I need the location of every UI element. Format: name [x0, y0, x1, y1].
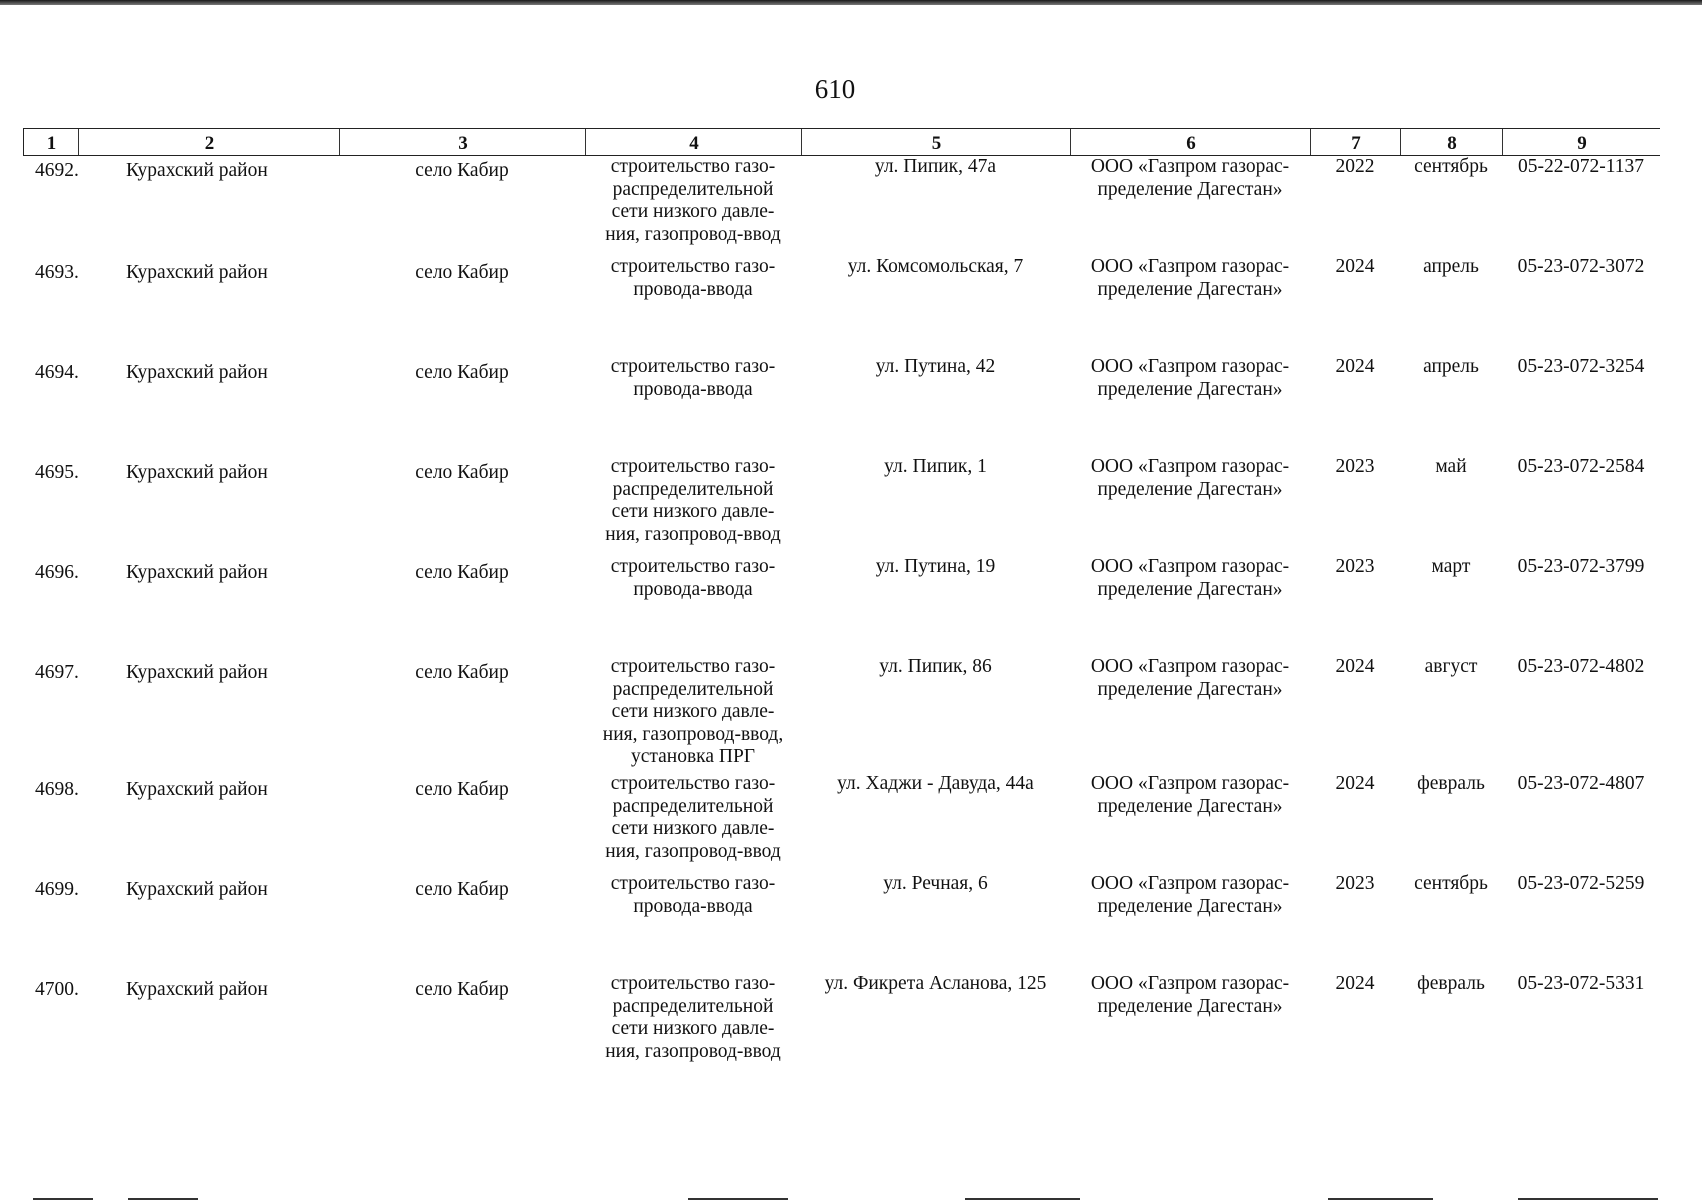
settlement-name: село Кабир: [415, 979, 509, 1000]
month: февраль: [1417, 773, 1485, 794]
year: 2024: [1335, 356, 1375, 377]
work-description: строительство газо- распределительной сети низкого давле- ния, газопровод-ввод: [605, 156, 781, 245]
address: ул. Хаджи - Давуда, 44а: [837, 773, 1034, 794]
year: 2023: [1335, 556, 1375, 577]
header-col-4: 4: [585, 129, 802, 155]
row-number: 4699.: [35, 879, 79, 900]
header-col-6: 6: [1070, 129, 1311, 155]
row-number: 4697.: [35, 662, 79, 683]
month: сентябрь: [1414, 156, 1488, 177]
row-number: 4698.: [35, 779, 79, 800]
month: август: [1424, 656, 1478, 677]
scan-top-edge: [0, 0, 1702, 5]
registry-code: 05-23-072-2584: [1517, 456, 1645, 477]
organization: ООО «Газпром газорас- пределение Дагестан»: [1090, 256, 1290, 300]
work-description: строительство газо- провода-ввода: [610, 356, 776, 400]
registry-code: 05-23-072-3072: [1517, 256, 1645, 277]
work-description: строительство газо- распределительной сети низкого давле- ния, газопровод-ввод: [605, 973, 781, 1062]
year: 2022: [1335, 156, 1375, 177]
settlement-name: село Кабир: [415, 262, 509, 283]
settlement-name: село Кабир: [415, 160, 509, 181]
header-col-7: 7: [1310, 129, 1401, 155]
settlement-name: село Кабир: [415, 662, 509, 683]
work-description: строительство газо- распределительной сети низкого давле- ния, газопровод-ввод: [605, 456, 781, 545]
address: ул. Фикрета Асланова, 125: [824, 973, 1047, 994]
work-description: строительство газо- провода-ввода: [610, 556, 776, 600]
header-col-8: 8: [1400, 129, 1503, 155]
registry-code: 05-23-072-4802: [1517, 656, 1645, 677]
table-header: [23, 128, 1660, 156]
organization: ООО «Газпром газорас- пределение Дагестан»: [1090, 156, 1290, 200]
address: ул. Речная, 6: [883, 873, 988, 894]
row-number: 4692.: [35, 160, 79, 181]
organization: ООО «Газпром газорас- пределение Дагестан»: [1090, 356, 1290, 400]
row-number: 4696.: [35, 562, 79, 583]
year: 2023: [1335, 456, 1375, 477]
row-number: 4694.: [35, 362, 79, 383]
address: ул. Путина, 42: [875, 356, 996, 377]
header-col-3: 3: [339, 129, 586, 155]
registry-code: 05-22-072-1137: [1517, 156, 1644, 177]
organization: ООО «Газпром газорас- пределение Дагестан»: [1090, 456, 1290, 500]
row-number: 4693.: [35, 262, 79, 283]
page-number: 610: [814, 74, 856, 104]
header-col-1: 1: [23, 129, 79, 155]
row-number: 4700.: [35, 979, 79, 1000]
registry-code: 05-23-072-5331: [1517, 973, 1645, 994]
year: 2024: [1335, 256, 1375, 277]
year: 2023: [1335, 873, 1375, 894]
work-description: строительство газо- провода-ввода: [610, 256, 776, 300]
registry-code: 05-23-072-4807: [1517, 773, 1645, 794]
organization: ООО «Газпром газорас- пределение Дагестан»: [1090, 973, 1290, 1017]
month: февраль: [1417, 973, 1485, 994]
district-name: Курахский район: [126, 362, 268, 383]
month: май: [1435, 456, 1467, 477]
organization: ООО «Газпром газорас- пределение Дагестан»: [1090, 873, 1290, 917]
address: ул. Пипик, 86: [879, 656, 992, 677]
address: ул. Пипик, 47а: [874, 156, 997, 177]
month: сентябрь: [1414, 873, 1488, 894]
row-number: 4695.: [35, 462, 79, 483]
year: 2024: [1335, 656, 1375, 677]
settlement-name: село Кабир: [415, 879, 509, 900]
work-description: строительство газо- распределительной сети низкого давле- ния, газопровод-ввод, установка ПРГ: [602, 656, 784, 767]
registry-code: 05-23-072-3254: [1517, 356, 1645, 377]
year: 2024: [1335, 773, 1375, 794]
district-name: Курахский район: [126, 160, 268, 181]
district-name: Курахский район: [126, 562, 268, 583]
settlement-name: село Кабир: [415, 462, 509, 483]
settlement-name: село Кабир: [415, 779, 509, 800]
registry-code: 05-23-072-3799: [1517, 556, 1645, 577]
organization: ООО «Газпром газорас- пределение Дагестан»: [1090, 773, 1290, 817]
settlement-name: село Кабир: [415, 362, 509, 383]
month: апрель: [1423, 256, 1479, 277]
year: 2024: [1335, 973, 1375, 994]
header-col-2: 2: [78, 129, 340, 155]
address: ул. Комсомольская, 7: [847, 256, 1024, 277]
registry-code: 05-23-072-5259: [1517, 873, 1645, 894]
header-col-5: 5: [801, 129, 1071, 155]
district-name: Курахский район: [126, 779, 268, 800]
address: ул. Пипик, 1: [884, 456, 987, 477]
work-description: строительство газо- провода-ввода: [610, 873, 776, 917]
month: март: [1431, 556, 1471, 577]
district-name: Курахский район: [126, 462, 268, 483]
header-col-9: 9: [1502, 129, 1661, 155]
settlement-name: село Кабир: [415, 562, 509, 583]
district-name: Курахский район: [126, 262, 268, 283]
organization: ООО «Газпром газорас- пределение Дагестан»: [1090, 656, 1290, 700]
address: ул. Путина, 19: [875, 556, 996, 577]
district-name: Курахский район: [126, 662, 268, 683]
work-description: строительство газо- распределительной сети низкого давле- ния, газопровод-ввод: [605, 773, 781, 862]
month: апрель: [1423, 356, 1479, 377]
district-name: Курахский район: [126, 979, 268, 1000]
organization: ООО «Газпром газорас- пределение Дагестан»: [1090, 556, 1290, 600]
district-name: Курахский район: [126, 879, 268, 900]
